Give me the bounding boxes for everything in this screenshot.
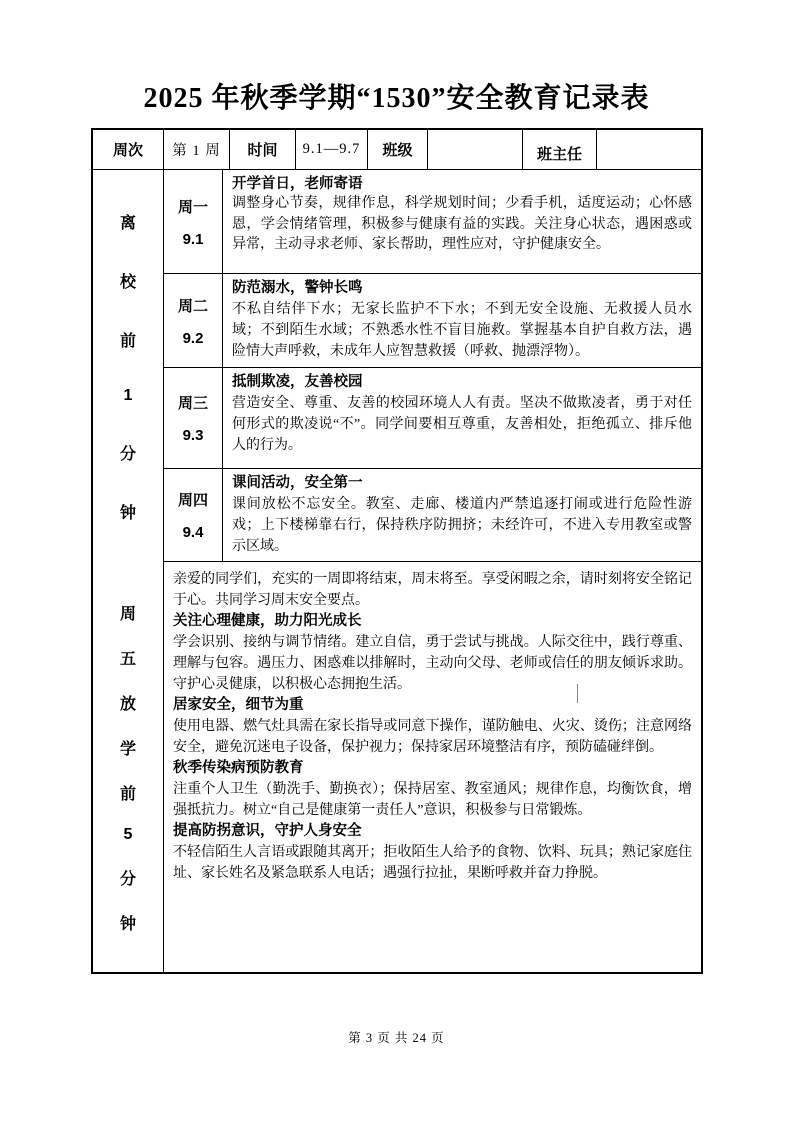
day-cell-thursday bbox=[164, 469, 223, 561]
topic-body: 不轻信陌生人言语或跟随其离开；拒收陌生人给予的食物、饮料、玩具；熟记家庭住址、家长姓名及紧急联系人电话；遇强行拉扯，果断呼救并奋力挣脱。 bbox=[173, 845, 692, 881]
side-char: 1 bbox=[123, 386, 133, 404]
side-char: 分 bbox=[119, 870, 136, 888]
topic-title: 提高防拐意识，守护人身安全 bbox=[173, 823, 362, 839]
side-char: 校 bbox=[119, 273, 136, 291]
day-label: 周三 bbox=[177, 395, 208, 412]
side-char: 放 bbox=[119, 695, 136, 713]
side-char: 五 bbox=[119, 650, 136, 668]
side-char: 前 bbox=[119, 785, 136, 803]
text-cursor[interactable] bbox=[577, 684, 578, 703]
topic-body: 课间放松不忘安全。教室、走廊、楼道内严禁追逐打闹或进行危险性游戏；上下楼梯靠右行，保持秩序防拥挤；未经许可，不进入专用教室或警示区域。 bbox=[232, 497, 692, 554]
section-daily bbox=[93, 170, 701, 562]
side-char: 周 bbox=[119, 605, 136, 623]
side-char: 钟 bbox=[119, 504, 136, 522]
topic-body: 注重个人卫生（勤洗手、勤换衣）；保持居室、教室通风；规律作息，均衡饮食，增强抵抗力。树立“自己是健康第一责任人”意识，积极参与日常锻炼。 bbox=[173, 782, 692, 818]
day-cell-monday bbox=[164, 170, 223, 273]
topic-body: 营造安全、尊重、友善的校园环境人人有责。坚决不做欺凌者，勇于对任何形式的欺凌说“不”。同学间要相互尊重，友善相处，拒绝孤立、排斥他人的行为。 bbox=[232, 396, 692, 453]
content-cell-thursday bbox=[223, 469, 701, 561]
topic-title: 课间活动，安全第一 bbox=[232, 475, 363, 491]
date-label: 9.2 bbox=[182, 329, 204, 347]
side-char: 前 bbox=[119, 332, 136, 350]
day-cell-tuesday bbox=[164, 274, 223, 367]
record-table bbox=[91, 128, 703, 974]
topic-title: 秋季传染病预防教育 bbox=[173, 760, 304, 776]
day-label: 周二 bbox=[177, 297, 208, 315]
side-char: 学 bbox=[119, 740, 136, 758]
topic-title: 防范溺水，警钟长鸣 bbox=[232, 280, 363, 296]
time-label: 时间 bbox=[230, 130, 296, 169]
class-value-blank[interactable] bbox=[428, 130, 523, 169]
side-char: 分 bbox=[119, 445, 136, 463]
time-value: 9.1—9.7 bbox=[296, 130, 368, 169]
side-label-before-leaving bbox=[93, 170, 164, 562]
friday-content-cell bbox=[164, 562, 701, 972]
header-row bbox=[93, 130, 701, 170]
table-row-monday bbox=[164, 170, 701, 274]
week-label: 周次 bbox=[93, 130, 164, 169]
topic-body: 学会识别、接纳与调节情绪。建立自信，勇于尝试与挑战。人际交往中，践行尊重、理解与包容。遇压力、困惑难以排解时，主动向父母、老师或信任的朋友倾诉求助。守护心灵健康，以积极心态拥抱生活。 bbox=[173, 635, 692, 692]
page-title: 2025 年秋季学期“1530”安全教育记录表 bbox=[143, 83, 650, 114]
day-label: 周一 bbox=[177, 198, 208, 216]
topic-title: 抵制欺凌，友善校园 bbox=[232, 374, 363, 390]
content-cell-monday bbox=[223, 170, 701, 273]
date-label: 9.4 bbox=[182, 524, 204, 541]
topic-body: 不私自结伴下水；无家长监护不下水；不到无安全设施、无救援人员水域；不到陌生水域；不熟悉水性不盲目施救。掌握基本自护自救方法，遇险情大声呼救，未成年人应智慧救援（呼救、抛漂浮物）。 bbox=[232, 302, 692, 359]
topic-body: 调整身心节奏，规律作息，科学规划时间；少看手机，适度运动；心怀感恩，学会情绪管理，积极参与健康有益的实践。关注身心状态，遇困惑或异常，主动寻求老师、家长帮助，理性应对，守护健康安全。 bbox=[232, 196, 692, 252]
teacher-label: 班主任 bbox=[523, 130, 597, 169]
friday-intro: 亲爱的同学们，充实的一周即将结束，周末将至。享受闲暇之余，请时刻将安全铭记于心。共同学习周末安全要点。 bbox=[173, 572, 692, 608]
section-friday bbox=[93, 562, 701, 972]
day-cell-wednesday bbox=[164, 368, 223, 468]
class-label: 班级 bbox=[368, 130, 428, 169]
side-char: 钟 bbox=[119, 915, 136, 933]
content-cell-tuesday bbox=[223, 274, 701, 367]
page-number: 第 3 页 共 24 页 bbox=[348, 1031, 445, 1045]
week-value: 第 1 周 bbox=[164, 130, 230, 169]
table-row-wednesday bbox=[164, 368, 701, 469]
date-label: 9.1 bbox=[182, 230, 204, 248]
date-label: 9.3 bbox=[182, 427, 204, 444]
side-char: 5 bbox=[123, 825, 133, 843]
topic-title: 开学首日，老师寄语 bbox=[232, 176, 363, 192]
side-label-friday bbox=[93, 562, 164, 972]
content-cell-wednesday bbox=[223, 368, 701, 468]
table-row-tuesday bbox=[164, 274, 701, 368]
teacher-value-blank[interactable] bbox=[597, 130, 701, 169]
topic-title: 居家安全，细节为重 bbox=[173, 697, 304, 713]
day-label: 周四 bbox=[177, 492, 208, 509]
side-char: 离 bbox=[119, 214, 136, 232]
topic-title: 关注心理健康，助力阳光成长 bbox=[173, 613, 362, 629]
topic-body: 使用电器、燃气灶具需在家长指导或同意下操作，谨防触电、火灾、烫伤；注意网络安全，避免沉迷电子设备，保护视力；保持家居环境整洁有序，预防磕碰绊倒。 bbox=[173, 719, 692, 755]
table-row-thursday bbox=[164, 469, 701, 562]
